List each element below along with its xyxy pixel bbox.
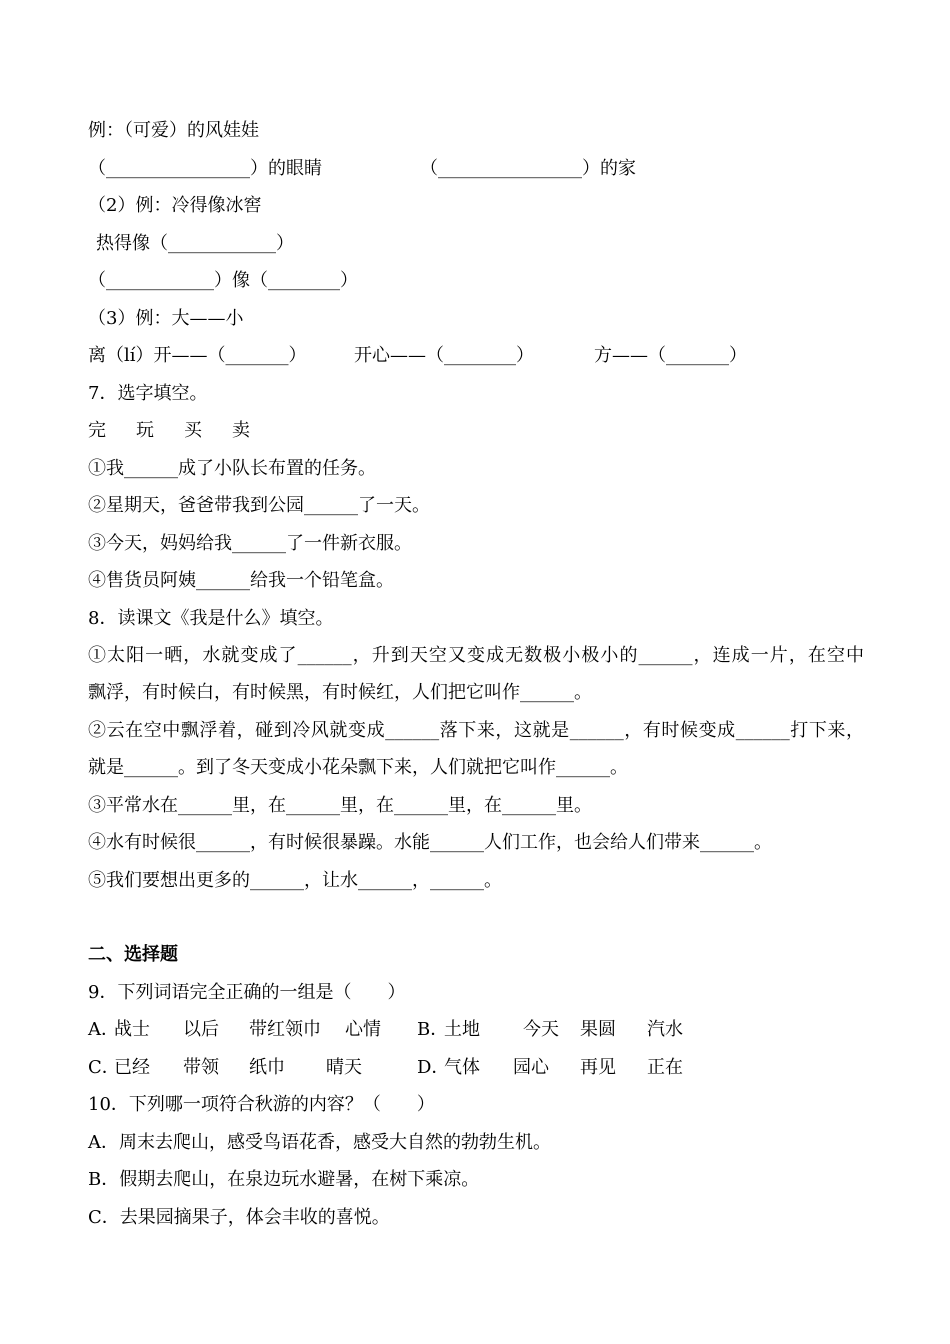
q8-item2-line2-text: 就是______。到了冬天变成小花朵飘下来，人们就把它叫作______。 [88, 757, 628, 778]
q6-part2-label: （2）例：冷得像冰窖 [88, 195, 262, 216]
q7-char: 玩 [136, 420, 154, 441]
q9-option-c-label: C． [88, 1057, 120, 1078]
q9-option-word: 心情 [345, 1019, 381, 1040]
q9-option-b-label: B． [417, 1019, 449, 1040]
q9-option-word: 再见 [580, 1057, 616, 1078]
q8-item1-line1: ①太阳一晒，水就变成了______，升到天空又变成无数极小极小的______，连成一片，在空中 [88, 645, 864, 666]
blank-like: （____________）像（________） [88, 270, 358, 291]
q8-item4-text: ④水有时候很______，有时候很暴躁。水能______人们工作，也会给人们带来______。 [88, 832, 772, 853]
q7-item-text: ④售货员阿姨______给我一个铅笔盒。 [88, 570, 394, 591]
q9-option-word: 纸巾 [249, 1057, 285, 1078]
q9-option-word: 带红领巾 [249, 1019, 321, 1040]
blank-likai: 离（lí）开——（_______） [88, 345, 307, 366]
q7-item-text: ②星期天，爸爸带我到公园______了一天。 [88, 495, 430, 516]
blank-home: （________________）的家 [420, 158, 636, 179]
q9-title: 9．下列词语完全正确的一组是（ ） [88, 982, 406, 1003]
blank-kaixin: 开心——（________） [354, 345, 534, 366]
q9-option-word: 园心 [513, 1057, 549, 1078]
q9-option-word: 战士 [114, 1019, 150, 1040]
blank-eyes: （________________）的眼睛 [88, 158, 322, 179]
q7-item-text: ③今天，妈妈给我______了一件新衣服。 [88, 533, 412, 554]
q9-option-word: 土地 [444, 1019, 480, 1040]
q10-option-c-text: C．去果园摘果子，体会丰收的喜悦。 [88, 1207, 390, 1228]
q9-option-word: 以后 [183, 1019, 219, 1040]
q8-item2-line1: ②云在空中飘浮着，碰到冷风就变成______落下来，这就是______，有时候变成______打下来， [88, 720, 864, 741]
q9-option-word: 带领 [183, 1057, 219, 1078]
blank-hot: 热得像（____________） [96, 233, 294, 254]
q10-option-a-text: A．周末去爬山，感受鸟语花香，感受大自然的勃勃生机。 [88, 1132, 551, 1153]
q8-title: 8．读课文《我是什么》填空。 [88, 608, 334, 629]
q8-item1-line2-text: 飘浮，有时候白，有时候黑，有时候红，人们把它叫作______。 [88, 682, 592, 703]
q8-item5-text: ⑤我们要想出更多的______，让水______，______。 [88, 870, 502, 891]
q9-option-word: 果圆 [580, 1019, 616, 1040]
q7-char: 卖 [232, 420, 250, 441]
q9-option-word: 已经 [114, 1057, 150, 1078]
q9-option-word: 汽水 [647, 1019, 683, 1040]
q9-option-a-label: A． [88, 1019, 119, 1040]
q6-part3-label: （3）例：大——小 [88, 308, 244, 329]
q10-title: 10．下列哪一项符合秋游的内容？（ ） [88, 1094, 435, 1115]
q10-option-b-text: B．假期去爬山，在泉边玩水避暑，在树下乘凉。 [88, 1169, 480, 1190]
q9-option-word: 正在 [647, 1057, 683, 1078]
q7-char: 买 [184, 420, 202, 441]
section-heading: 二、选择题 [88, 944, 178, 965]
blank-fang: 方——（_______） [594, 345, 747, 366]
q8-item3-text: ③平常水在______里，在______里，在______里，在______里。 [88, 795, 592, 816]
q9-option-word: 今天 [523, 1019, 559, 1040]
q9-option-word: 晴天 [326, 1057, 362, 1078]
q6-example-text: 例：（可爱）的风娃娃 [88, 120, 259, 141]
q7-char: 完 [88, 420, 106, 441]
q9-option-word: 气体 [444, 1057, 480, 1078]
q7-title: 7．选字填空。 [88, 383, 208, 404]
q7-item-text: ①我______成了小队长布置的任务。 [88, 458, 376, 479]
q9-option-d-label: D． [417, 1057, 450, 1078]
